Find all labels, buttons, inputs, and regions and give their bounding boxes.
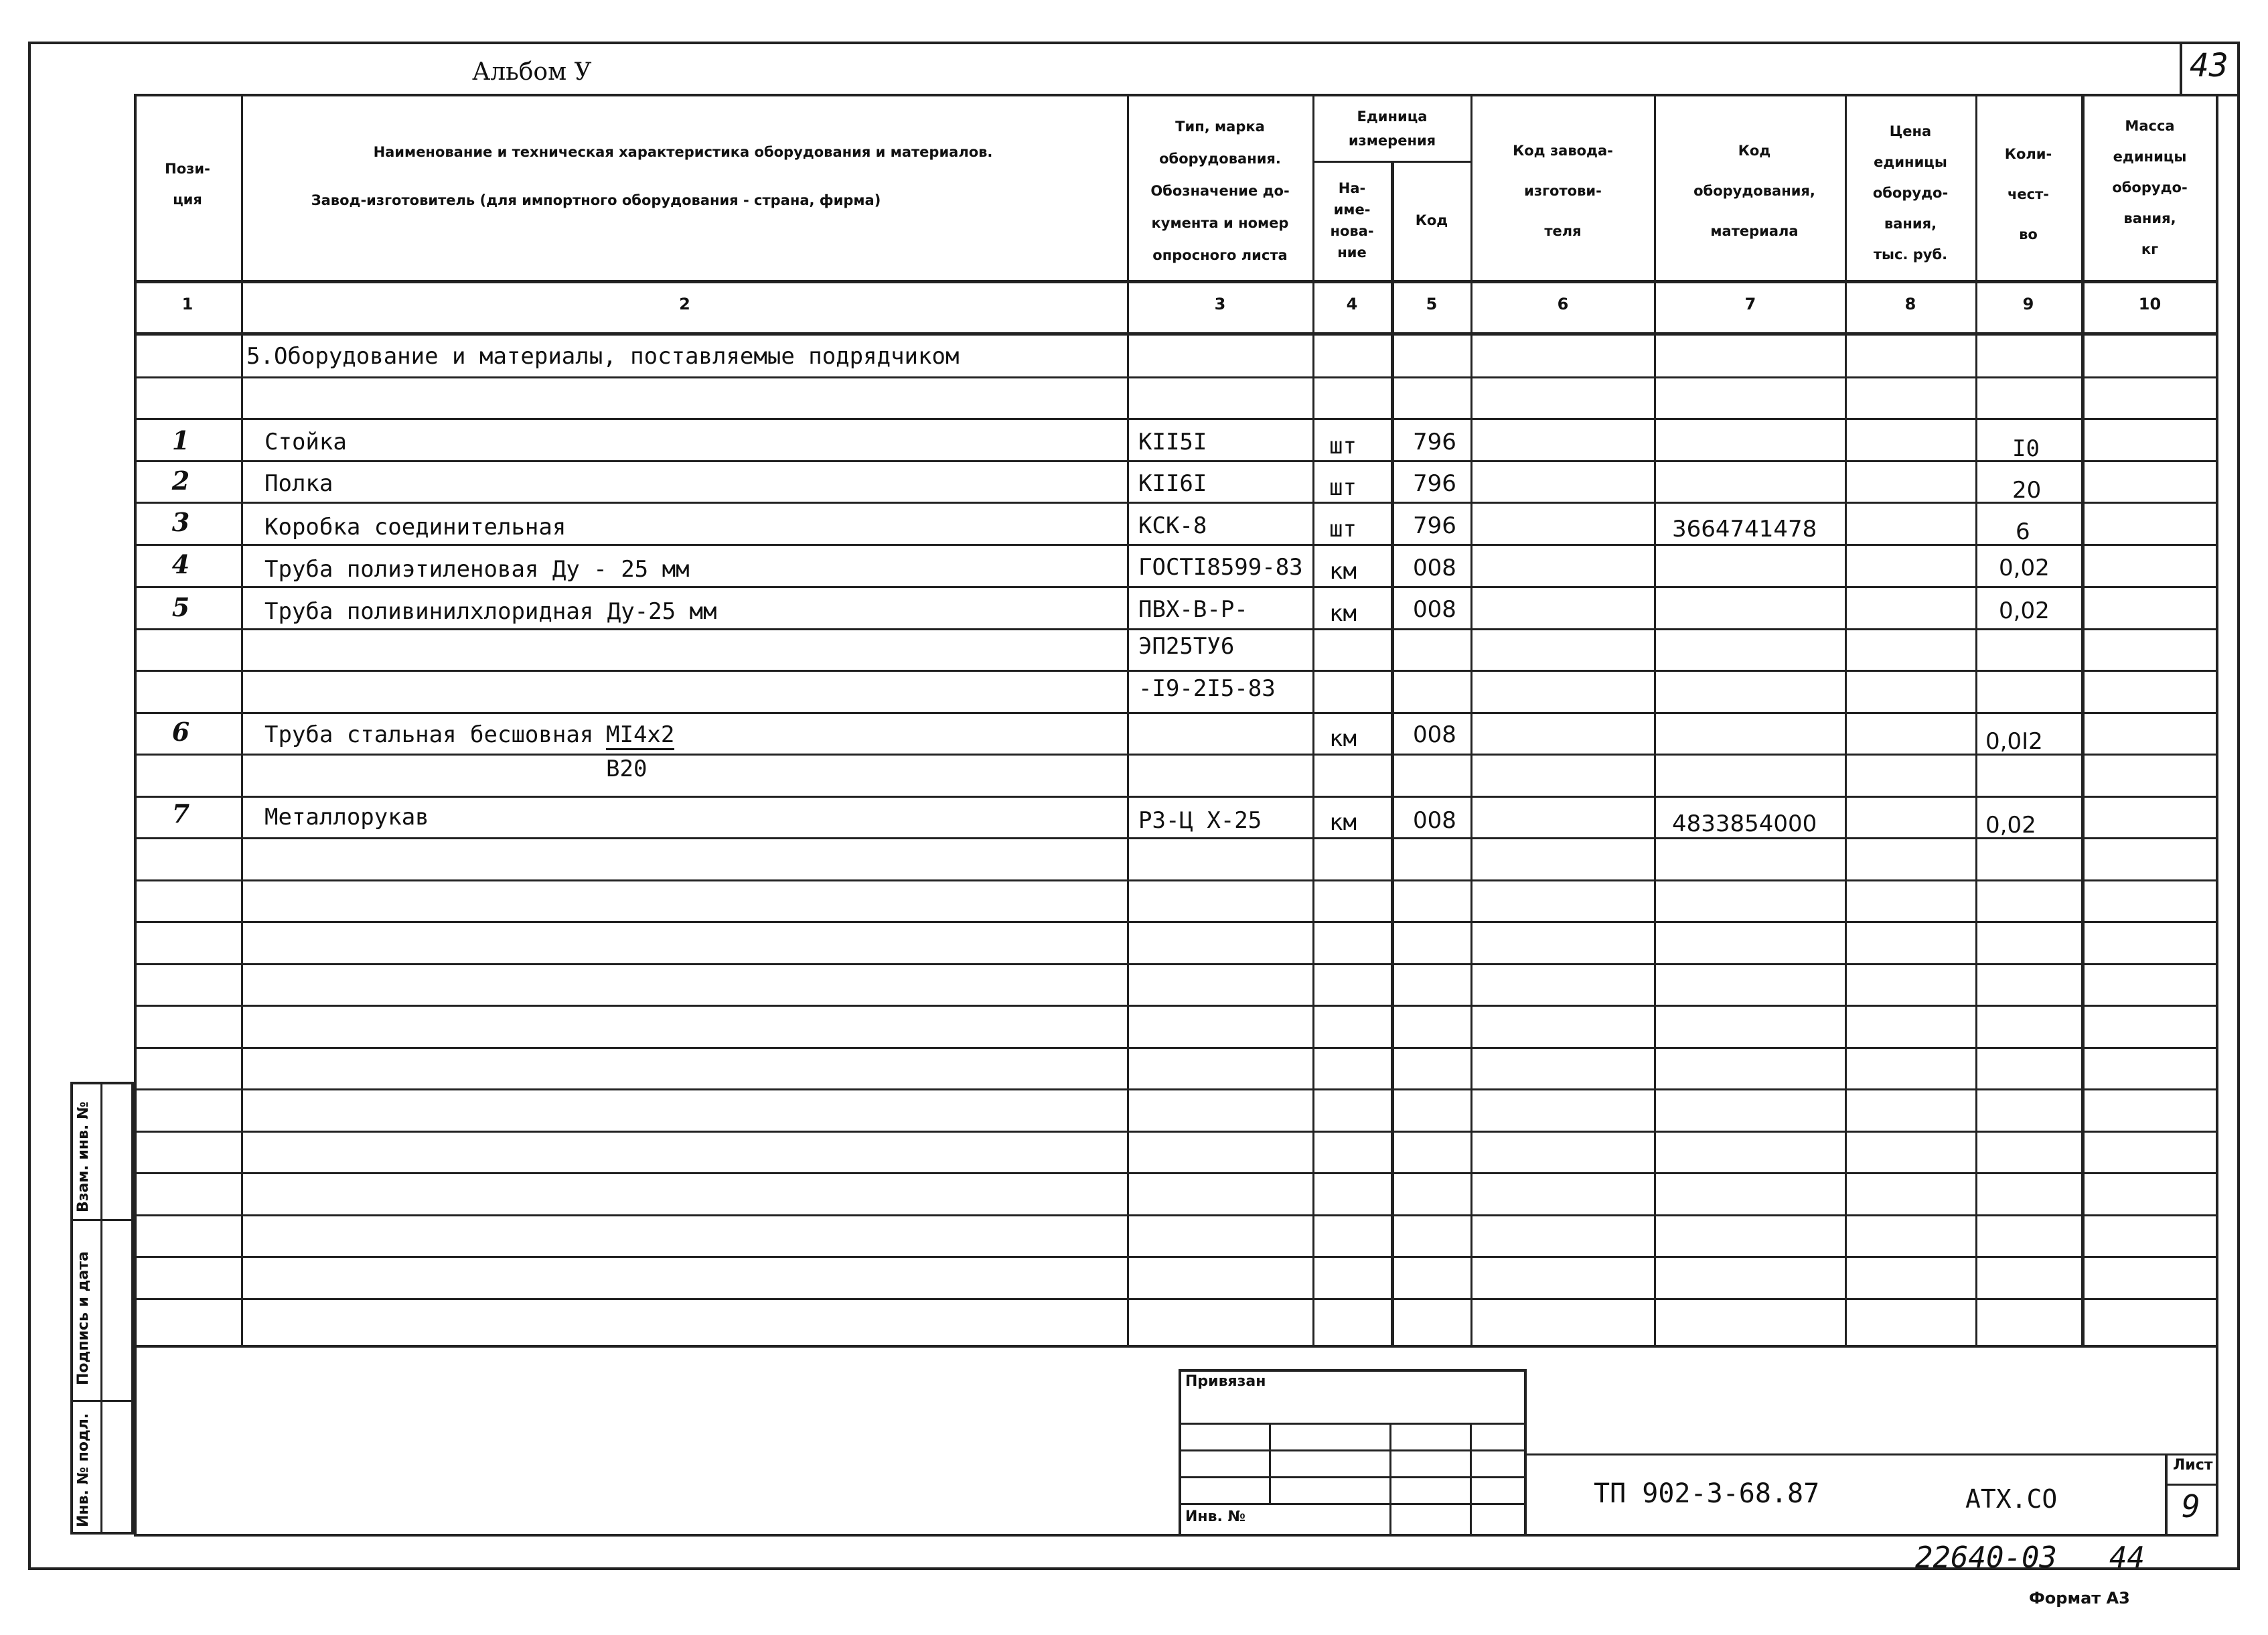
- colnum-8: 8: [1904, 295, 1916, 313]
- header-mass: Масса единицы оборудо- вания, кг: [2112, 118, 2188, 257]
- header-type: Тип, марка оборудования. Обозначение до- кумента и номер опросного листа: [1150, 119, 1290, 263]
- row-separator: [134, 670, 2218, 672]
- row-separator: [134, 418, 2218, 420]
- row-unit: шт: [1329, 516, 1357, 543]
- handwritten-page: 44: [2109, 1541, 2145, 1575]
- row-unit-code: 008: [1413, 596, 1456, 623]
- privyazan-line: [1179, 1476, 1527, 1478]
- colnum-2: 2: [679, 295, 690, 313]
- row-separator: [134, 376, 2218, 378]
- row-separator: [134, 460, 2218, 462]
- row-type: КII6I: [1138, 470, 1207, 497]
- title-block-top-line: [1527, 1453, 2218, 1455]
- row-name: Труба полиэтиленовая Ду - 25 мм: [264, 556, 690, 583]
- row-type: ЭП25ТУ6: [1138, 633, 1235, 660]
- list-number: 9: [2182, 1488, 2200, 1524]
- row-name: Коробка соединительная: [264, 514, 566, 541]
- header-name-line2: Завод-изготовитель (для импортного оборудования - страна, фирма): [311, 192, 881, 208]
- colnum-10: 10: [2138, 295, 2162, 313]
- privyazan-line: [1179, 1423, 1527, 1425]
- row-position: 6: [171, 717, 190, 747]
- album-title: Альбом У: [472, 58, 592, 86]
- corner-page-number: 43: [2190, 47, 2228, 84]
- row-separator: [134, 754, 2218, 756]
- row-separator: [134, 1005, 2218, 1007]
- row-type: ПВХ-В-Р-: [1138, 596, 1248, 623]
- row-name-fraction-bottom: В20: [606, 756, 648, 782]
- header-name-line1: Наименование и техническая характеристика оборудования и материалов.: [373, 144, 993, 160]
- row-material-code: 3664741478: [1672, 516, 1817, 543]
- list-label: Лист: [2173, 1457, 2213, 1474]
- row-name: Полка: [264, 470, 333, 497]
- row-unit-code: 796: [1413, 512, 1456, 539]
- row-quantity: I0: [2012, 435, 2040, 462]
- row-position: 3: [171, 507, 190, 537]
- row-separator: [134, 1047, 2218, 1049]
- row-unit-code: 008: [1413, 721, 1456, 748]
- row-separator: [134, 1088, 2218, 1090]
- side-strip-line: [70, 1400, 134, 1402]
- row-position: 2: [171, 466, 190, 496]
- header-position: Пози- ция: [165, 161, 210, 208]
- row-unit: шт: [1329, 474, 1357, 501]
- row-position: 4: [171, 549, 190, 579]
- row-position: 7: [171, 798, 190, 829]
- row-separator: [134, 628, 2218, 630]
- colnum-5: 5: [1426, 295, 1438, 313]
- colnum-4: 4: [1346, 295, 1358, 313]
- colnum-bottom-line: [134, 332, 2218, 336]
- row-quantity: 6: [2016, 518, 2030, 545]
- list-box-line: [2165, 1484, 2218, 1486]
- row-separator: [134, 963, 2218, 965]
- row-separator: [134, 921, 2218, 923]
- row-name: Стойка: [264, 429, 347, 455]
- row-unit: км: [1329, 600, 1357, 627]
- header-quantity: Коли- чест- во: [2004, 146, 2052, 242]
- format-label: Формат А3: [2029, 1589, 2130, 1608]
- row-name: Труба стальная бесшовная: [264, 721, 594, 748]
- row-separator: [134, 544, 2218, 546]
- row-unit-code: 008: [1413, 807, 1456, 834]
- side-label-podpis: Подпись и дата: [75, 1251, 92, 1385]
- row-quantity: 0,02: [1999, 597, 2050, 624]
- row-type: РЗ-Ц Х-25: [1138, 807, 1262, 834]
- colnum-9: 9: [2022, 295, 2034, 313]
- doc-code: ТП 902-3-68.87: [1594, 1478, 1820, 1509]
- row-separator: [134, 502, 2218, 504]
- row-separator: [134, 1298, 2218, 1300]
- privyazan-line: [1179, 1449, 1527, 1451]
- header-price: Цена единицы оборудо- вания, тыс. руб.: [1872, 123, 1949, 263]
- unit-group-line: [1312, 161, 1470, 163]
- side-label-inv: Инв. № подл.: [75, 1413, 92, 1527]
- row-separator: [134, 586, 2218, 588]
- row-separator: [134, 837, 2218, 839]
- row-position: 1: [171, 425, 190, 455]
- row-material-code: 4833854000: [1672, 810, 1817, 837]
- section-title: 5.Оборудование и материалы, поставляемые подрядчиком: [246, 343, 960, 370]
- header-factory-code: Код завода- изготови- теля: [1513, 143, 1613, 239]
- row-position: 5: [171, 592, 190, 622]
- row-separator: [134, 1172, 2218, 1174]
- row-separator: [134, 796, 2218, 798]
- side-label-vzam: Взам. инв. №: [75, 1101, 92, 1212]
- colnum-3: 3: [1214, 295, 1226, 313]
- stamp-block-frame: [134, 1348, 2218, 1537]
- row-type: -I9-2I5-83: [1138, 675, 1276, 702]
- row-name-fraction-top: MI4x2: [606, 721, 674, 750]
- inv-no-label: Инв. №: [1185, 1508, 1246, 1525]
- row-separator: [134, 879, 2218, 881]
- row-unit-code: 796: [1413, 429, 1456, 455]
- row-unit: км: [1329, 809, 1357, 836]
- header-material-code: Код оборудования, материала: [1693, 143, 1815, 239]
- colnum-1: 1: [181, 295, 194, 313]
- header-unit-group: Единица измерения: [1348, 109, 1436, 149]
- row-name: Труба поливинилхлоридная Ду-25 мм: [264, 598, 717, 625]
- privyazan-divider: [1269, 1423, 1271, 1503]
- side-strip-line: [70, 1219, 134, 1221]
- header-unit-code: Код: [1415, 212, 1448, 228]
- row-separator: [134, 1131, 2218, 1133]
- row-separator: [134, 712, 2218, 714]
- row-separator: [134, 1214, 2218, 1216]
- sheet-code: АТХ.СО: [1965, 1484, 2058, 1514]
- row-quantity: 0,0I2: [1985, 728, 2043, 755]
- row-type: ГОСТI8599-83: [1138, 554, 1303, 581]
- colnum-7: 7: [1744, 295, 1756, 313]
- row-unit-code: 796: [1413, 470, 1456, 497]
- row-quantity: 20: [2012, 477, 2042, 504]
- row-type: КСК-8: [1138, 512, 1207, 539]
- privyazan-divider: [1470, 1423, 1472, 1537]
- row-separator: [134, 1256, 2218, 1258]
- row-name: Металлорукав: [264, 804, 429, 831]
- header-unit-name: На- име- нова- ние: [1330, 180, 1374, 261]
- header-bottom-line: [134, 280, 2218, 283]
- row-unit: км: [1329, 725, 1357, 752]
- privyazan-divider: [1389, 1423, 1391, 1537]
- row-unit: шт: [1329, 433, 1357, 459]
- row-unit-code: 008: [1413, 555, 1456, 581]
- privyazan-line: [1179, 1503, 1527, 1505]
- colnum-6: 6: [1557, 295, 1569, 313]
- privyazan-label: Привязан: [1185, 1373, 1266, 1390]
- handwritten-number: 22640-03: [1915, 1541, 2057, 1575]
- row-type: КII5I: [1138, 429, 1207, 455]
- side-strip-divider: [100, 1082, 102, 1535]
- row-unit: км: [1329, 558, 1357, 585]
- row-quantity: 0,02: [1999, 555, 2050, 581]
- row-quantity: 0,02: [1985, 812, 2036, 839]
